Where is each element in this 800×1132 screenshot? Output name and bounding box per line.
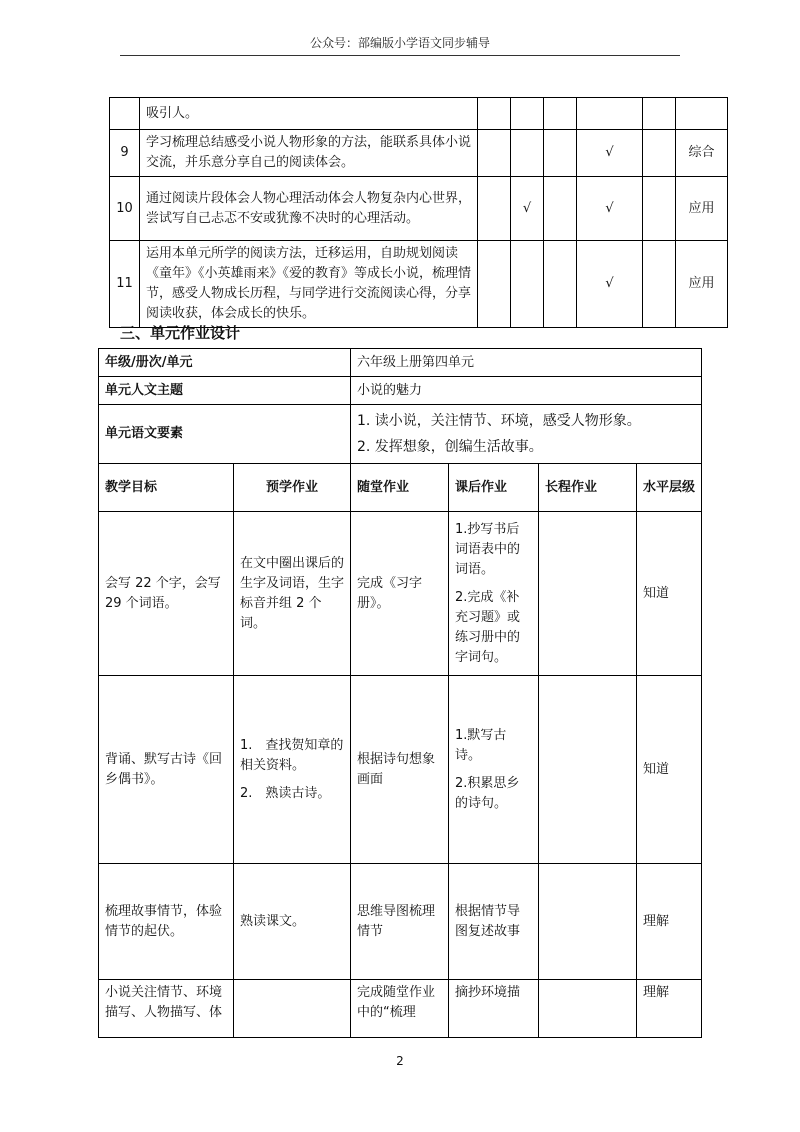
- table-row: [99, 512, 702, 676]
- list-item: 摘抄环境描: [455, 985, 521, 1000]
- after-cell: [449, 980, 539, 1038]
- pre-cell: [234, 864, 351, 980]
- check-cell: [643, 98, 676, 130]
- header-divider: [120, 55, 680, 56]
- list-item: 根据情节导图复述故事: [455, 903, 521, 939]
- list-item: 2. 熟读古诗。: [240, 785, 331, 801]
- column-header: 教学目标: [99, 464, 234, 512]
- table-row: [99, 980, 702, 1038]
- page-number: 2: [396, 1054, 404, 1068]
- check-cell: [577, 98, 643, 130]
- table-row: [110, 98, 728, 130]
- class-cell: 根据诗句想象画面: [351, 676, 449, 864]
- column-header: 随堂作业: [351, 464, 449, 512]
- column-header: 水平层级: [637, 464, 702, 512]
- class-cell: 思维导图梳理情节: [351, 864, 449, 980]
- check-cell: [478, 241, 511, 328]
- row-description: 吸引人。: [140, 98, 478, 130]
- section-title: 三、单元作业设计: [120, 324, 241, 342]
- row-number: [110, 98, 140, 130]
- long-cell: [539, 980, 637, 1038]
- check-cell: [478, 177, 511, 241]
- check-cell: [643, 241, 676, 328]
- check-cell: [544, 98, 577, 130]
- grade-value: 六年级上册第四单元: [351, 349, 702, 377]
- list-item: 2.积累思乡的诗句。: [455, 775, 520, 811]
- grade-label: 年级/册次/单元: [99, 349, 351, 377]
- level-cell: 知道: [637, 676, 702, 864]
- row-description: 学习梳理总结感受小说人物形象的方法，能联系具体小说交流，并乐意分享自己的阅读体会。: [140, 130, 478, 177]
- level-cell: [676, 98, 728, 130]
- after-cell: [449, 512, 539, 676]
- list-item: 在文中圈出课后的生字及词语，生字标音并组 2 个词。: [240, 555, 345, 631]
- class-cell: 完成随堂作业中的“梳理: [351, 980, 449, 1038]
- column-header: 课后作业: [449, 464, 539, 512]
- check-cell: [544, 130, 577, 177]
- elements-label: 单元语文要素: [99, 405, 351, 464]
- check-cell: [511, 130, 544, 177]
- table-row: [110, 177, 728, 241]
- level-cell: 理解: [637, 864, 702, 980]
- check-cell: √: [577, 177, 643, 241]
- theme-value: 小说的魅力: [351, 377, 702, 405]
- goals-table: [109, 97, 728, 328]
- check-cell: √: [511, 177, 544, 241]
- check-cell: [544, 177, 577, 241]
- level-cell: 应用: [676, 241, 728, 328]
- row-description: 通过阅读片段体会人物心理活动体会人物复杂内心世界，尝试写自己忐忑不安或犹豫不决时的心理活动。: [140, 177, 478, 241]
- column-header: 长程作业: [539, 464, 637, 512]
- row-description: 运用本单元所学的阅读方法，迁移运用，自助规划阅读《童年》《小英雄雨来》《爱的教育》等成长小说，梳理情节，感受人物成长历程，与同学进行交流阅读心得，分享阅读收获，体会成长的快乐。: [140, 241, 478, 328]
- row-number: 9: [110, 130, 140, 177]
- list-item: 熟读课文。: [240, 913, 306, 929]
- long-cell: [539, 676, 637, 864]
- table-row: [99, 864, 702, 980]
- level-cell: 知道: [637, 512, 702, 676]
- goal-cell: 小说关注情节、环境描写、人物描写、体: [99, 980, 234, 1038]
- goal-cell: 会写 22 个字，会写 29 个词语。: [99, 512, 234, 676]
- check-cell: [643, 130, 676, 177]
- check-cell: [544, 241, 577, 328]
- check-cell: √: [577, 130, 643, 177]
- goal-cell: 背诵、默写古诗《回乡偶书》。: [99, 676, 234, 864]
- grade-row: [99, 349, 702, 377]
- table-row: [110, 130, 728, 177]
- pre-cell: [234, 512, 351, 676]
- level-cell: 综合: [676, 130, 728, 177]
- pre-cell: [234, 980, 351, 1038]
- class-cell: 完成《习字册》。: [351, 512, 449, 676]
- list-item: 2. 发挥想象，创编生活故事。: [357, 439, 543, 455]
- elements-row: [99, 405, 702, 464]
- check-cell: √: [577, 241, 643, 328]
- level-cell: 理解: [637, 980, 702, 1038]
- list-item: 1.抄写书后词语表中的词语。: [455, 521, 521, 577]
- page-header: 公众号：部编版小学语文同步辅导: [309, 36, 490, 50]
- level-cell: 应用: [676, 177, 728, 241]
- check-cell: [478, 130, 511, 177]
- header-row: [99, 464, 702, 512]
- long-cell: [539, 512, 637, 676]
- table-row: [110, 241, 728, 328]
- check-cell: [643, 177, 676, 241]
- row-number: 11: [110, 241, 140, 328]
- check-cell: [478, 98, 511, 130]
- list-item: 1. 读小说，关注情节、环境，感受人物形象。: [357, 413, 641, 429]
- check-cell: [511, 241, 544, 328]
- elements-list: [351, 405, 702, 464]
- list-item: 2.完成《补充习题》或练习册中的字词句。: [455, 589, 521, 665]
- theme-label: 单元人文主题: [99, 377, 351, 405]
- long-cell: [539, 864, 637, 980]
- pre-cell: [234, 676, 351, 864]
- check-cell: [511, 98, 544, 130]
- homework-design-table: [98, 348, 702, 1038]
- row-number: 10: [110, 177, 140, 241]
- after-cell: [449, 864, 539, 980]
- goal-cell: 梳理故事情节，体验情节的起伏。: [99, 864, 234, 980]
- table-row: [99, 676, 702, 864]
- list-item: 1.默写古诗。: [455, 727, 507, 763]
- column-header: 预学作业: [234, 464, 351, 512]
- list-item: 1. 查找贺知章的相关资料。: [240, 737, 344, 773]
- after-cell: [449, 676, 539, 864]
- theme-row: [99, 377, 702, 405]
